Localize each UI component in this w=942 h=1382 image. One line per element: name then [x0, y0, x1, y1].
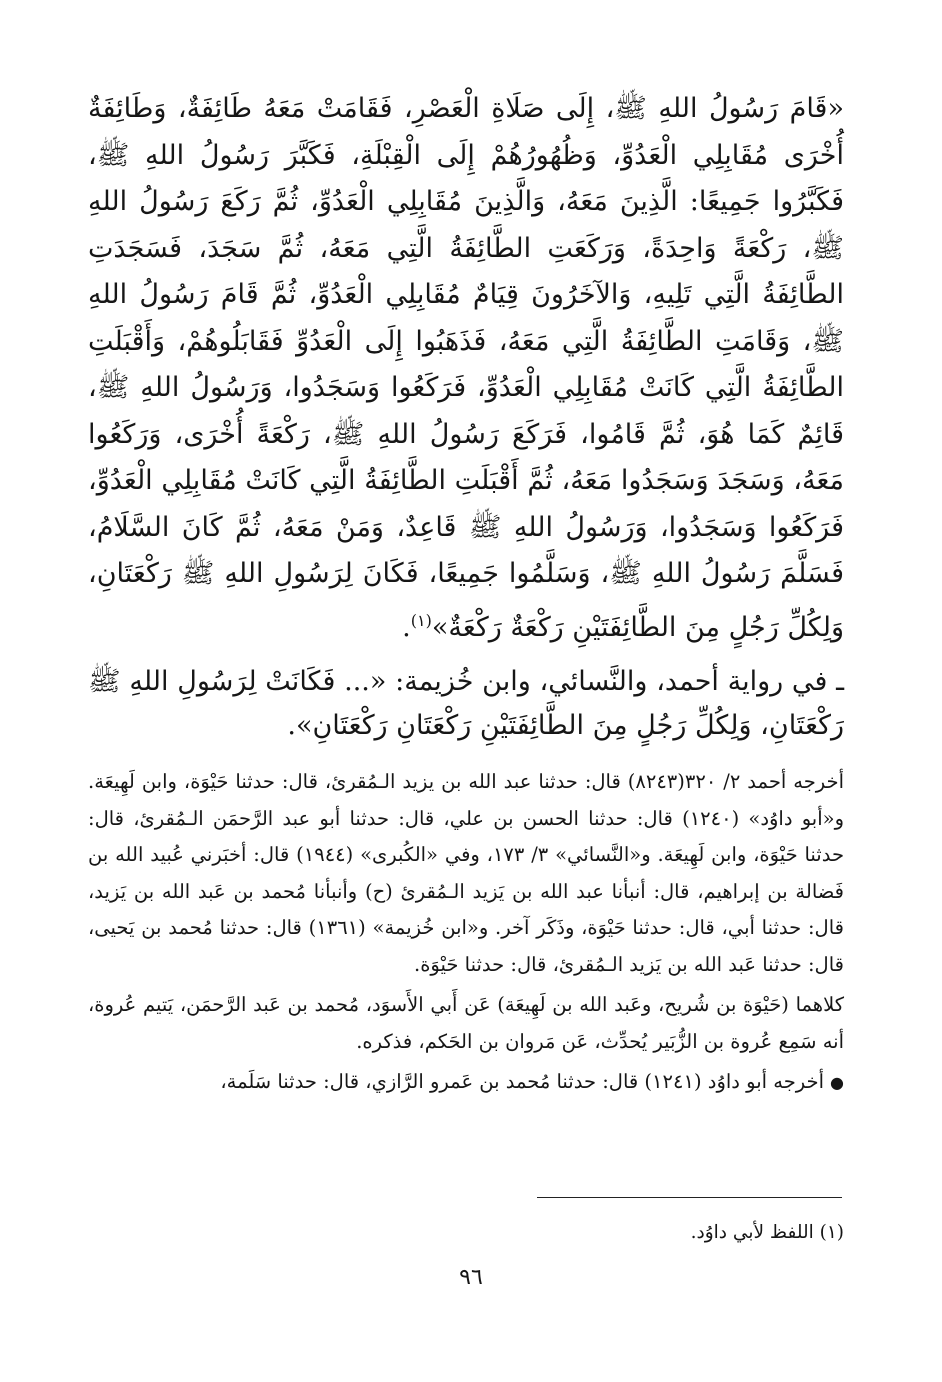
takhrij-reference-block [88, 764, 844, 1102]
hadith-text: «قَامَ رَسُولُ اللهِ ﷺ، إِلَى صَلَاةِ الْعَصْرِ، فَقَامَتْ مَعَهُ طَائِفَةٌ، وَطَائِفَةٌ أُخْرَى مُقَابِلِي الْعَدُوِّ، وَظُهُورُهُمْ إِلَى الْقِبْلَةِ، فَكَبَّرَ رَسُولُ اللهِ ﷺ، فَكَبَّرُوا جَمِيعًا: الَّذِينَ مَعَهُ، وَالَّذِينَ مُقَابِلِي الْعَدُوِّ، ثُمَّ رَكَعَ رَسُولُ اللهِ ﷺ، رَكْعَةً وَاحِدَةً، وَرَكَعَتِ الطَّائِفَةُ الَّتِي مَعَهُ، ثُمَّ سَجَدَ، فَسَجَدَتِ الطَّائِفَةُ الَّتِي تَلِيهِ، وَالآخَرُونَ قِيَامٌ مُقَابِلِي الْعَدُوِّ، ثُمَّ قَامَ رَسُولُ اللهِ ﷺ، وَقَامَتِ الطَّائِفَةُ الَّتِي مَعَهُ، فَذَهَبُوا إِلَى الْعَدُوِّ فَقَابَلُوهُمْ، وَأَقْبَلَتِ الطَّائِفَةُ الَّتِي كَانَتْ مُقَابِلِي الْعَدُوِّ، فَرَكَعُوا وَسَجَدُوا، وَرَسُولُ اللهِ ﷺ، قَائِمٌ كَمَا هُوَ، ثُمَّ قَامُوا، فَرَكَعَ رَسُولُ اللهِ ﷺ، رَكْعَةً أُخْرَى، وَرَكَعُوا مَعَهُ، وَسَجَدَ وَسَجَدُوا مَعَهُ، ثُمَّ أَقْبَلَتِ الطَّائِفَةُ الَّتِي كَانَتْ مُقَابِلِي الْعَدُوِّ، فَرَكَعُوا وَسَجَدُوا، وَرَسُولُ اللهِ ﷺ قَاعِدٌ، وَمَنْ مَعَهُ، ثُمَّ كَانَ السَّلَامُ، فَسَلَّمَ رَسُولُ اللهِ ﷺ، وَسَلَّمُوا جَمِيعًا، فَكَانَ لِرَسُولِ اللهِ ﷺ رَكْعَتَانِ، وَلِكُلِّ رَجُلٍ مِنَ الطَّائِفَتَيْنِ رَكْعَةٌ رَكْعَةٌ» [88, 93, 844, 643]
bullet-icon: ● [830, 1073, 844, 1092]
takhrij-paragraph-3-text: أخرجه أبو داوُد (١٢٤١) قال: حدثنا مُحمد بن عَمرو الرَّازي، قال: حدثنا سَلَمة، [220, 1070, 825, 1093]
hadith-text-block [88, 86, 844, 651]
footnote: (١) اللفظ لأبي داوُد. [690, 1222, 844, 1243]
hadith-paragraph: «قَامَ رَسُولُ اللهِ ﷺ، إِلَى صَلَاةِ الْعَصْرِ، فَقَامَتْ مَعَهُ طَائِفَةٌ، وَطَائِفَةٌ أُخْرَى مُقَابِلِي الْعَدُوِّ، وَظُهُورُهُمْ إِلَى الْقِبْلَةِ، فَكَبَّرَ رَسُولُ اللهِ ﷺ، فَكَبَّرُوا جَمِيعًا: الَّذِينَ مَعَهُ، وَالَّذِينَ مُقَابِلِي الْعَدُوِّ، ثُمَّ رَكَعَ رَسُولُ اللهِ ﷺ، رَكْعَةً وَاحِدَةً، وَرَكَعَتِ الطَّائِفَةُ الَّتِي مَعَهُ، ثُمَّ سَجَدَ، فَسَجَدَتِ الطَّائِفَةُ الَّتِي تَلِيهِ، وَالآخَرُونَ قِيَامٌ مُقَابِلِي الْعَدُوِّ، ثُمَّ قَامَ رَسُولُ اللهِ ﷺ، وَقَامَتِ الطَّائِفَةُ الَّتِي مَعَهُ، فَذَهَبُوا إِلَى الْعَدُوِّ فَقَابَلُوهُمْ، وَأَقْبَلَتِ الطَّائِفَةُ الَّتِي كَانَتْ مُقَابِلِي الْعَدُوِّ، فَرَكَعُوا وَسَجَدُوا، وَرَسُولُ اللهِ ﷺ، قَائِمٌ كَمَا هُوَ، ثُمَّ قَامُوا، فَرَكَعَ رَسُولُ اللهِ ﷺ، رَكْعَةً أُخْرَى، وَرَكَعُوا مَعَهُ، وَسَجَدَ وَسَجَدُوا مَعَهُ، ثُمَّ أَقْبَلَتِ الطَّائِفَةُ الَّتِي كَانَتْ مُقَابِلِي الْعَدُوِّ، فَرَكَعُوا وَسَجَدُوا، وَرَسُولُ اللهِ ﷺ قَاعِدٌ، وَمَنْ مَعَهُ، ثُمَّ كَانَ السَّلَامُ، فَسَلَّمَ رَسُولُ اللهِ ﷺ، وَسَلَّمُوا جَمِيعًا، فَكَانَ لِرَسُولِ اللهِ ﷺ رَكْعَتَانِ، وَلِكُلِّ رَجُلٍ مِنَ الطَّائِفَتَيْنِ رَكْعَةٌ رَكْعَةٌ»$^{(١)}$. [88, 93, 844, 643]
narration-paragraph: ـ في رواية أحمد، والنَّسائي، وابن خُزيمة: «... فَكَانَتْ لِرَسُولِ اللهِ ﷺ رَكْعَتَانِ، وَلِكُلِّ رَجُلٍ مِنَ الطَّائِفَتَيْنِ رَكْعَتَانِ رَكْعَتَانِ». [88, 666, 844, 741]
footnote-marker: (١) [410, 610, 432, 630]
narration-variant-block [88, 660, 844, 748]
page-number: ٩٦ [459, 1265, 483, 1290]
takhrij-paragraph-1: أخرجه أحمد ٢/ ٣٢٠(٨٢٤٣) قال: حدثنا عبد الله بن يزيد الـمُقرئ، قال: حدثنا حَيْوَة، وابن لَهِيعَة. و«أبو داوُد» (١٢٤٠) قال: حدثنا الحسن بن علي، قال: حدثنا أبو عبد الرَّحمَن الـمُقرئ، قال: حدثنا حَيْوَة، وابن لَهِيعَة. و«النَّسائي» ٣/ ١٧٣، وفي «الكُبرى» (١٩٤٤) قال: أخبَرني عُبيد الله بن فَضالة بن إبراهيم، قال: أنبأنا عبد الله بن يَزيد الـمُقرئ (ح) وأنبأنا مُحمد بن عَبد الله بن يَزيد، قال: حدثنا أبي، قال: حدثنا حَيْوَة، وذَكَر آخر. و«ابن خُزيمة» (١٣٦١) قال: حدثنا مُحمد بن يَحيى، قال: حدثنا عَبد الله بن يَزيد الـمُقرئ، قال: حدثنا حَيْوَة. [88, 770, 845, 976]
takhrij-paragraph-3 [88, 1064, 844, 1102]
takhrij-paragraph-2: كلاهما (حَيْوَة بن شُريح، وعَبد الله بن لَهِيعَة) عَن أَبي الأَسوَد، مُحمد بن عَبد الرَّحمَن، يَتيم عُروة، أنه سَمِع عُروة بن الزُّبَير يُحدِّث، عَن مَروان بن الحَكم، فذكره. [88, 993, 844, 1053]
footnote-divider [537, 1197, 842, 1198]
